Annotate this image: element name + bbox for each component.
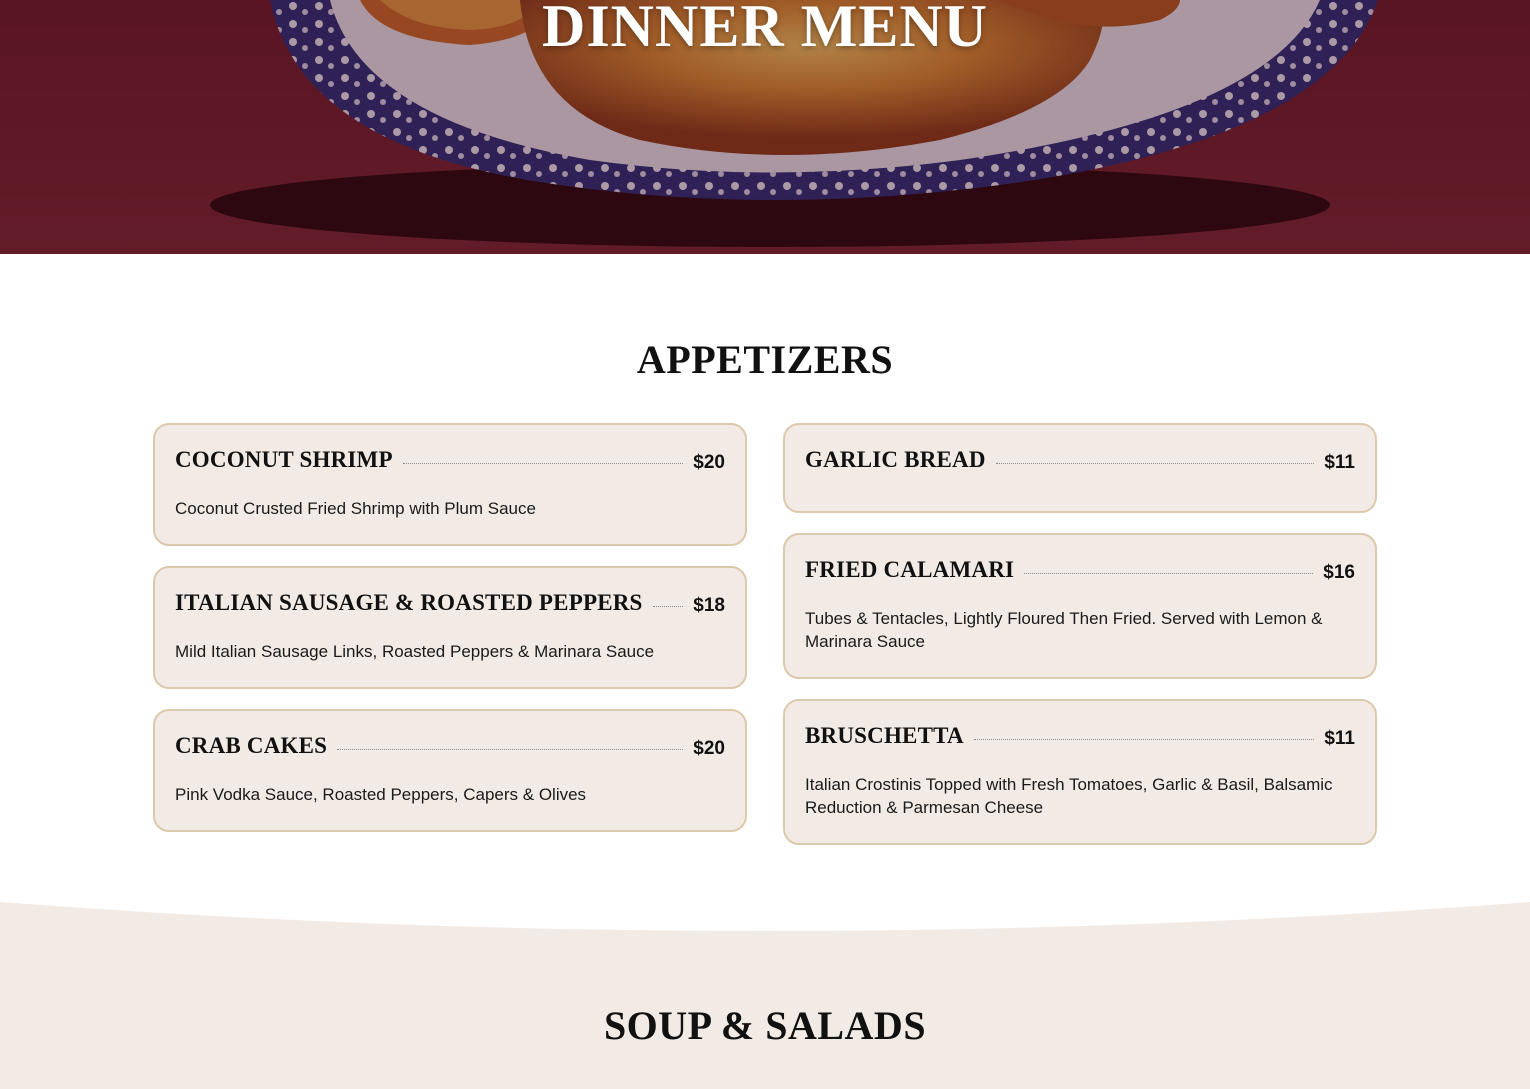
menu-item-price: $11 <box>1324 452 1355 473</box>
menu-item-description: Tubes & Tentacles, Lightly Floured Then Fried. Served with Lemon & Marinara Sauce <box>805 609 1323 651</box>
section-divider-band <box>0 900 1530 1089</box>
menu-item-description: Coconut Crusted Fried Shrimp with Plum Sauce <box>175 499 536 518</box>
page-title: DINNER MENU <box>542 0 988 59</box>
dotted-leader <box>996 463 1315 464</box>
menu-item-card <box>783 423 1377 513</box>
menu-item-card <box>783 533 1377 679</box>
menu-item-name: COCONUT SHRIMP <box>175 447 393 472</box>
menu-item-description: Pink Vodka Sauce, Roasted Peppers, Capers & Olives <box>175 785 587 804</box>
menu-item-price: $18 <box>693 595 725 616</box>
dotted-leader <box>1024 573 1313 574</box>
menu-item-description: Mild Italian Sausage Links, Roasted Peppers & Marinara Sauce <box>175 642 655 661</box>
menu-item-card <box>153 566 747 689</box>
dotted-leader <box>403 463 684 464</box>
menu-item-name: FRIED CALAMARI <box>805 557 1015 582</box>
appetizers-heading: APPETIZERS <box>636 337 894 382</box>
dotted-leader <box>337 749 683 750</box>
appetizers-left-column <box>153 423 747 852</box>
menu-item-name: CRAB CAKES <box>175 733 328 758</box>
menu-item-price: $20 <box>693 452 725 473</box>
menu-item-price: $11 <box>1324 728 1355 749</box>
menu-item-name: ITALIAN SAUSAGE & ROASTED PEPPERS <box>175 590 643 615</box>
menu-item-description: Italian Crostinis Topped with Fresh Tomatoes, Garlic & Basil, Balsamic Reduction & Parmesan Cheese <box>805 775 1333 817</box>
appetizers-right-column <box>783 423 1377 865</box>
menu-item-price: $16 <box>1323 562 1355 583</box>
menu-item-name: GARLIC BREAD <box>805 447 986 472</box>
menu-item-card <box>153 423 747 546</box>
menu-item-price: $20 <box>693 738 725 759</box>
menu-item-card <box>153 709 747 832</box>
dotted-leader <box>974 739 1315 740</box>
soup-salads-heading: SOUP & SALADS <box>603 1003 927 1048</box>
menu-item-name: BRUSCHETTA <box>805 723 964 748</box>
hero-banner <box>0 0 1530 254</box>
menu-item-card <box>783 699 1377 845</box>
dotted-leader <box>653 606 684 607</box>
